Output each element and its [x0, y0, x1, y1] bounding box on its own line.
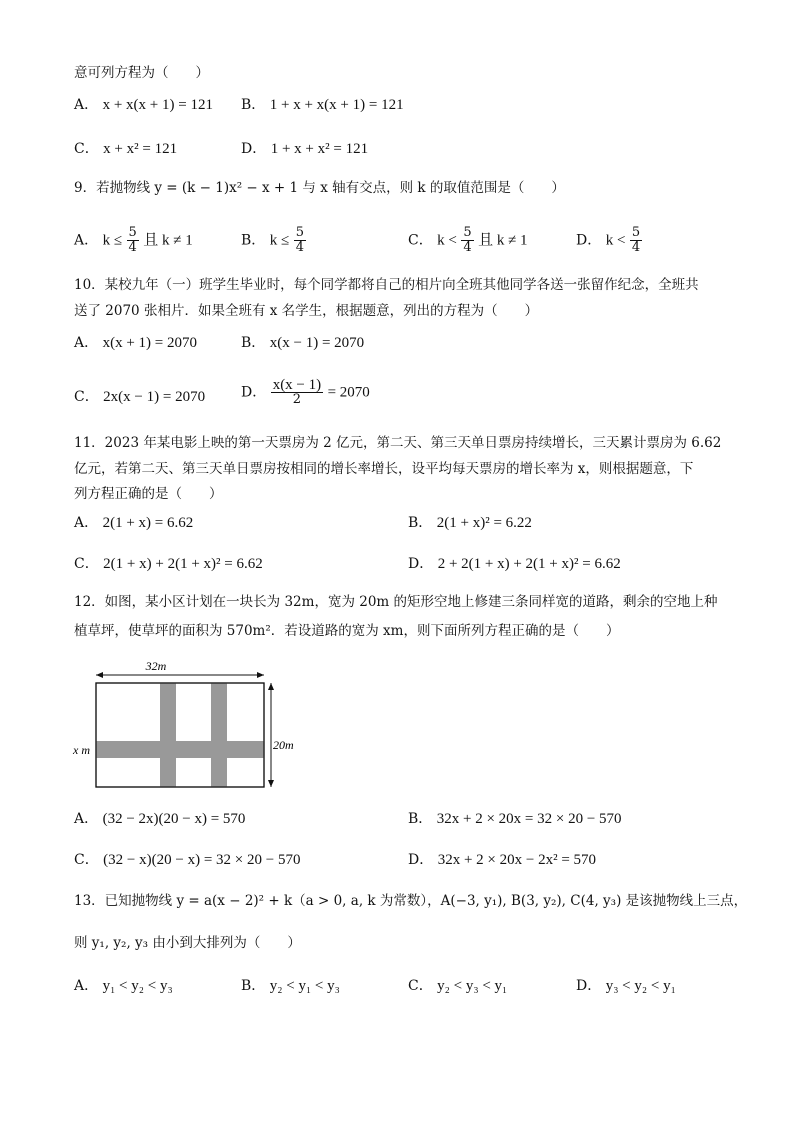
horizontal-road	[96, 741, 264, 758]
q10-option-b	[241, 332, 364, 354]
q8-option-b	[241, 94, 404, 116]
option-label: B．	[241, 978, 266, 994]
option-label: A．	[74, 335, 99, 351]
option-expr: x(x + 1) = 2070	[102, 335, 197, 351]
option-label: B．	[408, 515, 433, 531]
vertical-road-right	[211, 683, 227, 787]
q8-option-d	[241, 138, 368, 160]
option-label: A．	[74, 811, 99, 827]
fraction-numerator: 5	[128, 225, 137, 240]
q9-option-b	[241, 226, 306, 255]
q13-stem-line2: 则 y₁, y₂, y₃ 由小到大排列为（ ）	[74, 935, 301, 951]
q9-stem: 9．若抛物线 y = (k − 1)x² − x + 1 与 x 轴有交点，则 k 的取值范围是（ ）	[74, 180, 565, 196]
q13-option-d	[576, 975, 676, 997]
fraction-denominator: 2	[292, 392, 302, 407]
q9-option-a	[74, 226, 193, 255]
q11-option-d	[408, 553, 621, 575]
arrow-left-icon	[96, 672, 103, 678]
option-post: 且 k ≠ 1	[478, 232, 528, 249]
q11-stem-line3: 列方程正确的是（ ）	[74, 486, 223, 502]
option-label: B．	[241, 335, 266, 351]
option-expr: 2(1 + x) = 6.62	[102, 515, 194, 531]
fraction	[630, 226, 642, 255]
option-label: D．	[408, 556, 434, 572]
fraction-numerator: 5	[631, 225, 641, 240]
option-label: C．	[408, 232, 433, 249]
option-label: A．	[74, 978, 99, 994]
q11-option-a	[74, 512, 193, 534]
option-expr: 1 + x + x² = 121	[270, 141, 369, 157]
option-label: D．	[241, 141, 267, 157]
option-expr: 2 + 2(1 + x) + 2(1 + x)² = 6.62	[437, 556, 621, 572]
option-pre: k ≤	[102, 232, 123, 249]
q13-stem-line1: 13．已知抛物线 y = a(x − 2)² + k（a > 0, a, k 为常数），A(−3, y₁), B(3, y₂), C(4, y₃) 是该抛物线上三点，	[74, 893, 748, 909]
option-label: D．	[576, 232, 602, 249]
option-expr: (32 − x)(20 − x) = 32 × 20 − 570	[103, 852, 301, 868]
q12-stem-line1: 12．如图，某小区计划在一块长为 32m，宽为 20m 的矩形空地上修建三条同样宽的道路，剩余的空地上种	[74, 594, 718, 610]
q12-option-d	[408, 849, 596, 871]
option-expr: 2x(x − 1) = 2070	[103, 389, 206, 405]
option-label: B．	[241, 232, 266, 249]
q10-stem-line1: 10．某校九年（一）班学生毕业时，每个同学都将自己的相片向全班其他同学各送一张留作纪念，全班共	[74, 277, 699, 293]
option-pre: k <	[605, 232, 626, 249]
option-expr: 32x + 2 × 20x = 32 × 20 − 570	[436, 811, 622, 827]
fraction-denominator: 4	[631, 240, 641, 255]
figure-left-label: x m	[73, 743, 90, 757]
option-label: C．	[74, 556, 99, 572]
option-label: C．	[408, 978, 433, 994]
option-expr: 2(1 + x) + 2(1 + x)² = 6.62	[103, 556, 263, 572]
option-label: D．	[576, 978, 602, 994]
option-label: B．	[241, 97, 266, 113]
option-expr: (32 − 2x)(20 − x) = 570	[102, 811, 246, 827]
q8-stem-tail: 意可列方程为（ ）	[74, 65, 209, 81]
q11-option-c	[74, 553, 263, 575]
option-label: A．	[74, 515, 99, 531]
option-expr: y₂ < y₁ < y₃	[269, 978, 340, 994]
option-pre: k ≤	[269, 232, 290, 249]
fraction-numerator: x(x − 1)	[272, 377, 322, 393]
q12-option-c	[74, 849, 300, 871]
fraction-numerator: 5	[295, 225, 304, 240]
road-diagram	[72, 658, 302, 793]
option-label: A．	[74, 232, 99, 249]
fraction-denominator: 4	[128, 240, 137, 255]
option-expr: 2(1 + x)² = 6.22	[436, 515, 532, 531]
q11-stem-line2: 亿元，若第二天、第三天单日票房按相同的增长率增长，设平均每天票房的增长率为 x，则根据题意，下	[74, 461, 694, 477]
option-label: B．	[408, 811, 433, 827]
option-expr: x(x − 1) = 2070	[269, 335, 365, 351]
field-rectangle	[96, 683, 264, 787]
arrow-right-icon	[257, 672, 264, 678]
q12-option-b	[408, 808, 622, 830]
q11-option-b	[408, 512, 532, 534]
option-expr: y₃ < y₂ < y₁	[605, 978, 676, 994]
option-pre: k <	[437, 232, 457, 249]
q11-stem-line1: 11．2023 年某电影上映的第一天票房为 2 亿元，第二天、第三天单日票房持续增长，三天累计票房为 6.62	[74, 435, 722, 451]
vertical-road-left	[160, 683, 176, 787]
option-expr: x + x(x + 1) = 121	[102, 97, 213, 113]
option-expr: y₁ < y₂ < y₃	[102, 978, 173, 994]
q10-stem-line2: 送了 2070 张相片．如果全班有 x 名学生，根据题意，列出的方程为（ ）	[74, 303, 539, 319]
figure-top-label: 32m	[145, 659, 167, 673]
option-label: C．	[74, 141, 99, 157]
fraction	[461, 226, 473, 255]
option-label: D．	[241, 384, 267, 401]
option-post: 且 k ≠ 1	[143, 232, 193, 249]
q10-option-a	[74, 332, 197, 354]
option-label: D．	[408, 852, 434, 868]
option-label: C．	[74, 389, 99, 405]
q9-option-c	[408, 226, 528, 255]
option-post: = 2070	[327, 384, 370, 401]
q13-option-b	[241, 975, 340, 997]
q8-option-a	[74, 94, 213, 116]
option-expr: 32x + 2 × 20x − 2x² = 570	[437, 852, 597, 868]
option-label: C．	[74, 852, 99, 868]
fraction	[294, 226, 306, 255]
q10-option-d	[241, 378, 370, 407]
option-label: A．	[74, 97, 99, 113]
fraction-denominator: 4	[463, 240, 472, 255]
q12-option-a	[74, 808, 245, 830]
figure-right-label: 20m	[273, 738, 294, 752]
option-expr: y₂ < y₃ < y₁	[437, 978, 508, 994]
q9-option-d	[576, 226, 642, 255]
fraction	[271, 378, 323, 407]
q13-option-c	[408, 975, 507, 997]
fraction-denominator: 4	[295, 240, 304, 255]
arrow-up-icon	[268, 683, 274, 690]
q13-option-a	[74, 975, 173, 997]
q10-option-c	[74, 386, 205, 408]
fraction	[127, 226, 139, 255]
q12-stem-line2: 植草坪，使草坪的面积为 570m²．若设道路的宽为 xm，则下面所列方程正确的是（ ）	[74, 623, 620, 639]
q8-option-c	[74, 138, 177, 160]
arrow-down-icon	[268, 780, 274, 787]
option-expr: 1 + x + x(x + 1) = 121	[269, 97, 404, 113]
fraction-numerator: 5	[463, 225, 472, 240]
option-expr: x + x² = 121	[103, 141, 178, 157]
